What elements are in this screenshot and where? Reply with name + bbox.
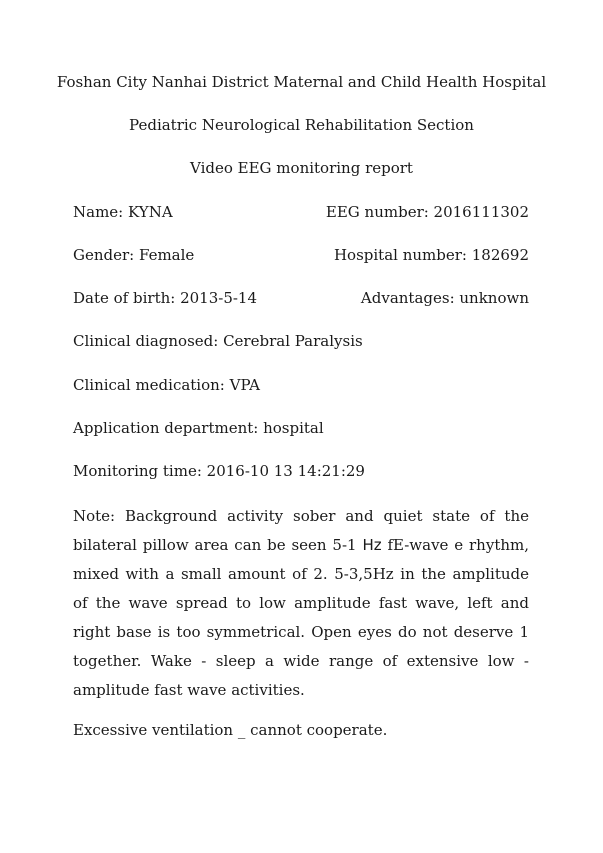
patient-name: Name: KYNA <box>73 203 173 221</box>
clinical-medication: Clinical medication: VPA <box>73 376 261 394</box>
note-unit: Hz <box>362 536 382 554</box>
section-name: Pediatric Neurological Rehabilitation Section <box>129 116 474 134</box>
patient-gender: Gender: Female <box>73 246 195 264</box>
hospital-name: Foshan City Nanhai District Maternal and Child Health Hospital <box>56 73 547 91</box>
ventilation-note: Excessive ventilation _ cannot cooperate. <box>73 721 388 739</box>
note-paragraph <box>73 502 529 705</box>
eeg-number: EEG number: 2016111302 <box>325 203 529 221</box>
monitoring-time: Monitoring time: 2016-10 13 14:21:29 <box>73 462 365 480</box>
hospital-number: Hospital number: 182692 <box>333 246 529 264</box>
date-of-birth: Date of birth: 2013-5-14 <box>73 289 258 307</box>
report-title: Video EEG monitoring report <box>190 159 413 177</box>
clinical-diagnosis: Clinical diagnosed: Cerebral Paralysis <box>73 332 363 350</box>
note-text-end: fE-wave e rhythm, mixed with a small amount of 2. 5-3,5Hz in the amplitude of the wave spread to low amplitude fast wave, left and right base is too symmetrical. Open eyes do not deserve 1 together. Wake - sleep a wide range of extensive low - amplitude fast wave activities. <box>73 536 529 699</box>
advantages: Advantages: unknown <box>360 289 529 307</box>
application-department: Application department: hospital <box>73 419 324 437</box>
note-text-start: Note: Background activity sober and quiet state of the bilateral pillow area can be seen 5-1 <box>73 507 529 554</box>
